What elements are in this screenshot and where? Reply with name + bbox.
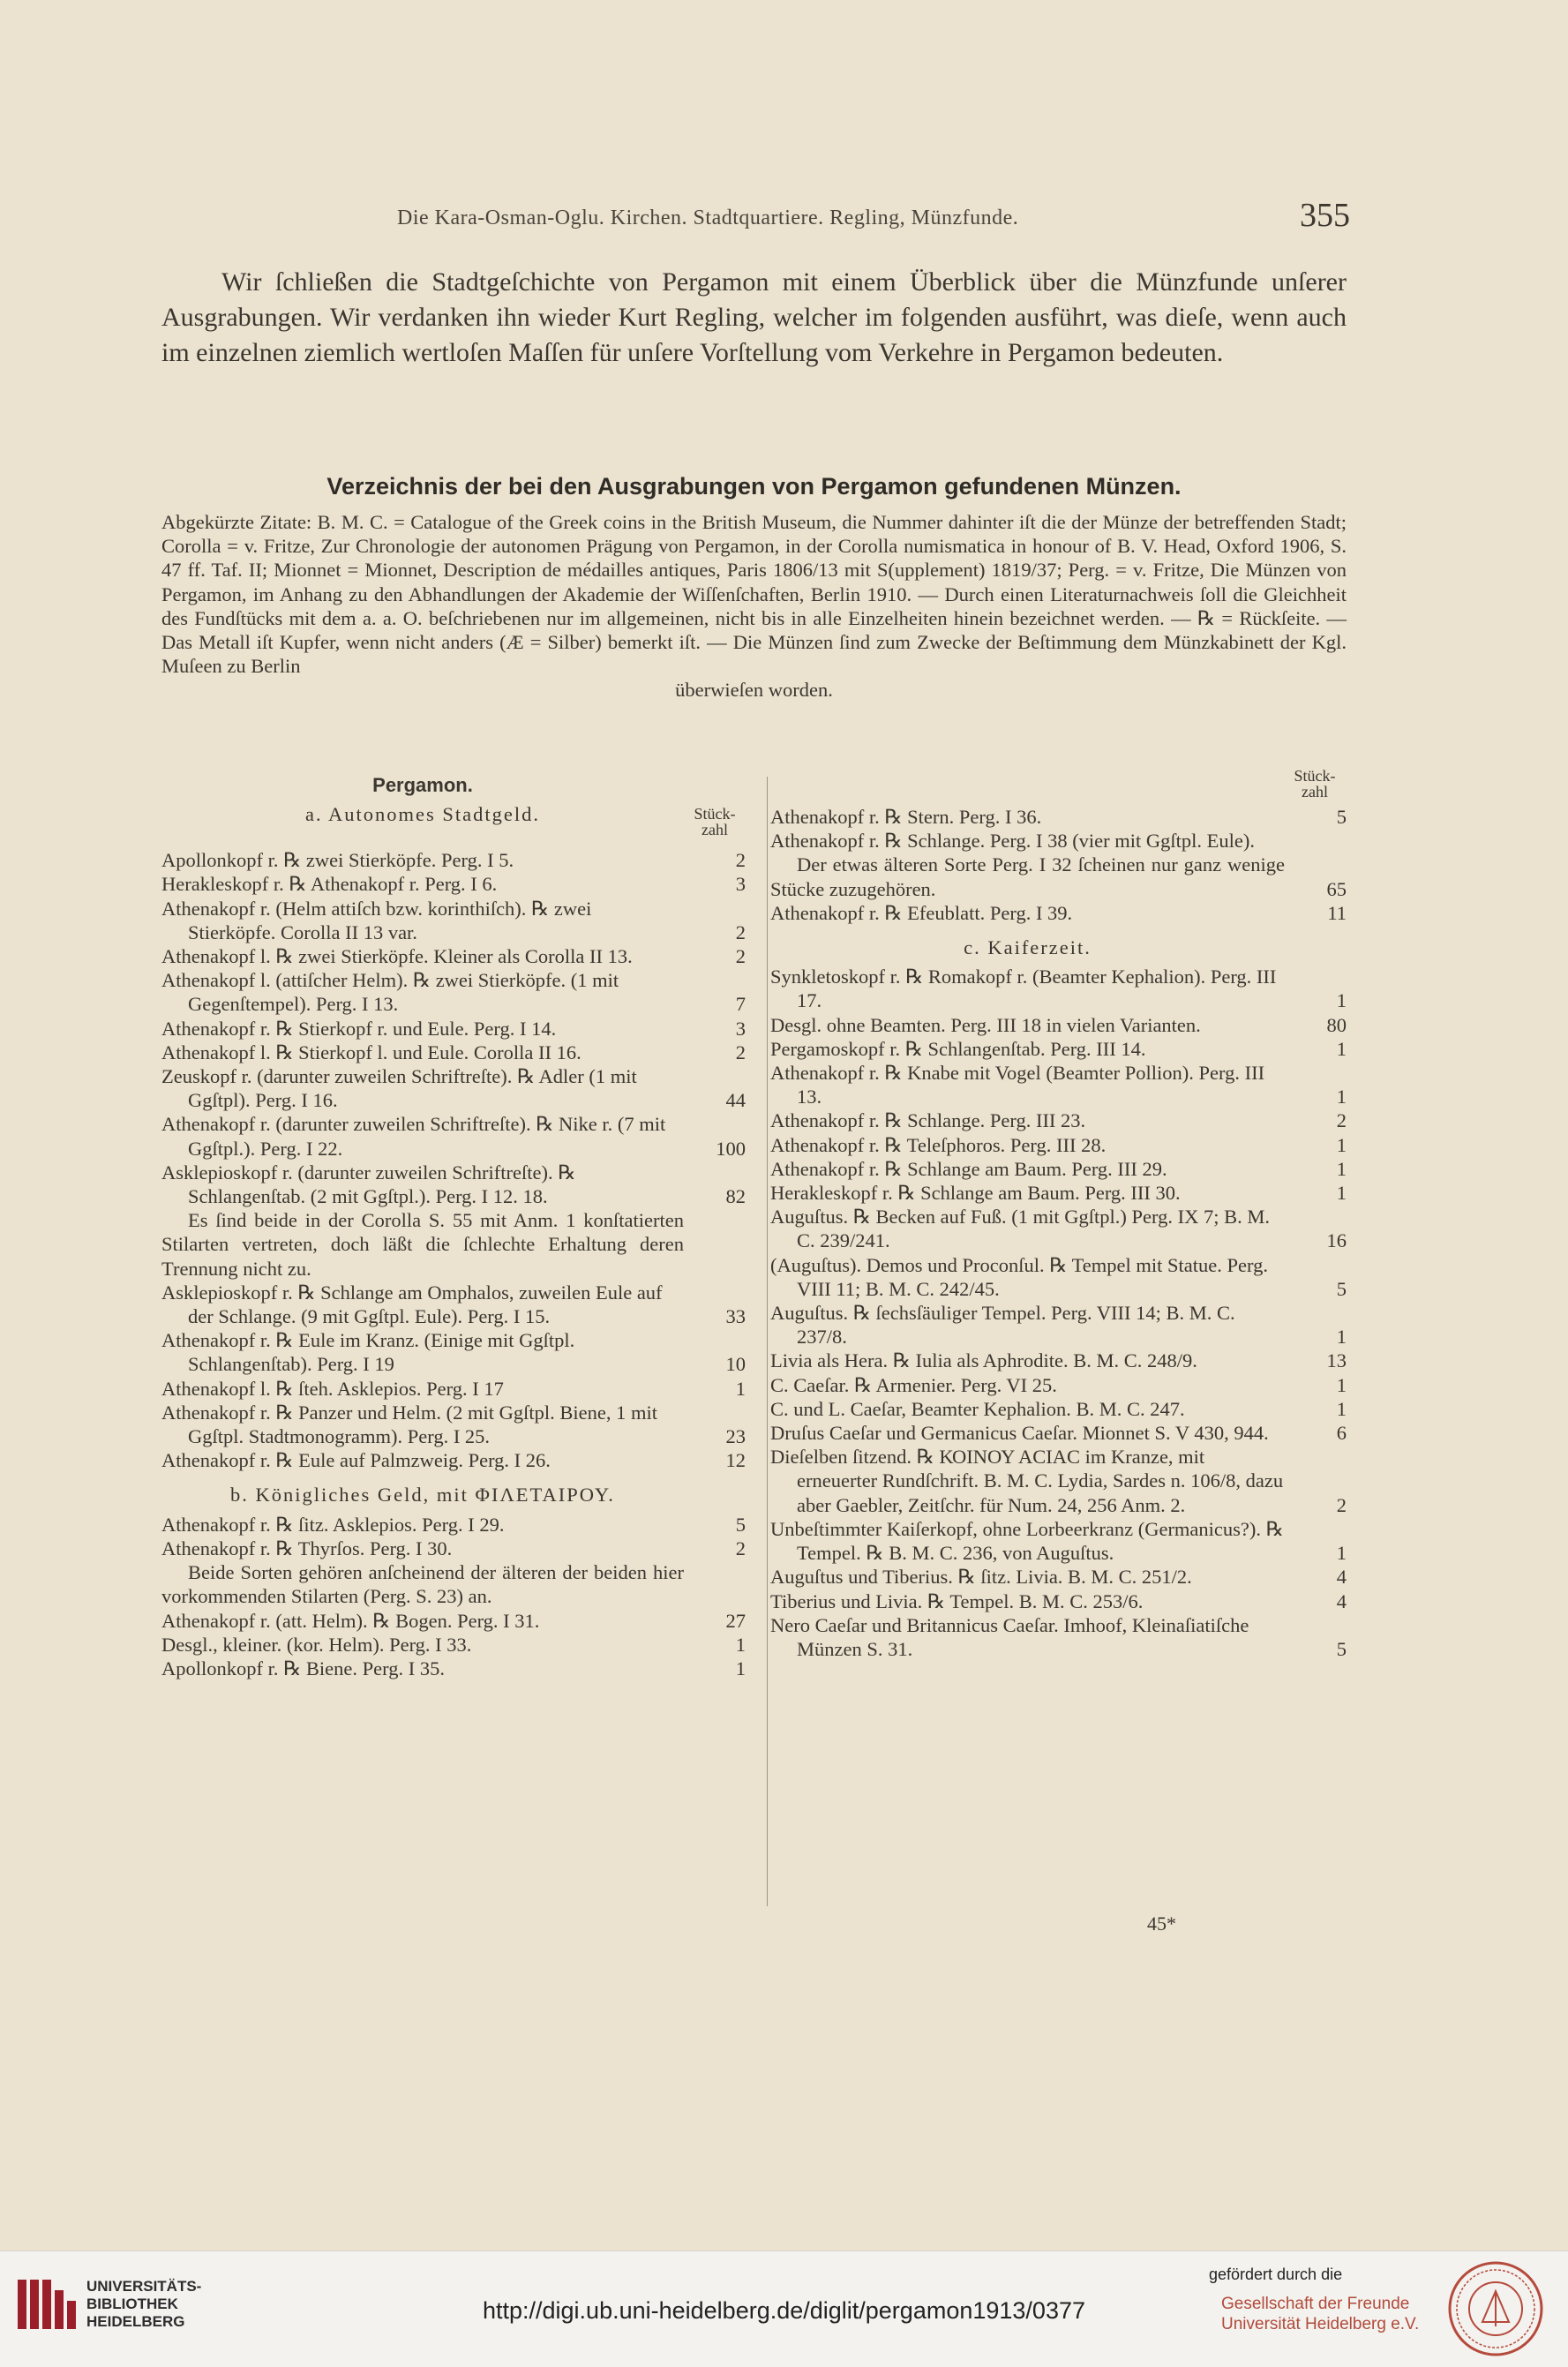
entry-text: Athenakopf r. ℞ Panzer und Helm. (2 mit Ggſtpl. Biene, 1 mit Ggſtpl. Stadtmonogramm). Perg. I 25. bbox=[161, 1401, 657, 1448]
column-divider bbox=[767, 777, 768, 1906]
entry-count: 100 bbox=[716, 1137, 746, 1160]
entry-count: 2 bbox=[735, 849, 746, 872]
entries-autonomous-cont bbox=[161, 1281, 746, 1473]
permalink-url[interactable]: http://digi.ub.uni-heidelberg.de/diglit/pergamon1913/0377 bbox=[482, 2297, 1085, 2324]
entry-count: 33 bbox=[725, 1305, 746, 1328]
entry-count: 12 bbox=[725, 1449, 746, 1472]
entry-count: 1 bbox=[1336, 1373, 1347, 1396]
entries-royal-cont bbox=[161, 1609, 746, 1681]
list-item bbox=[770, 1421, 1347, 1445]
section-b-heading: b. Königliches Geld, mit ΦΙΛΕΤΑΙΡΟΥ. bbox=[230, 1484, 615, 1507]
entry-text: Auguſtus. ℞ Becken auf Fuß. (1 mit Ggſtpl.) Perg. IX 7; B. M. C. 239/241. bbox=[770, 1206, 1270, 1252]
entry-text: Auguſtus und Tiberius. ℞ ſitz. Livia. B. M. C. 251/2. bbox=[770, 1566, 1192, 1589]
entry-text: Athenakopf r. ℞ Schlange. Perg. III 23. bbox=[770, 1109, 1086, 1132]
count-column-header-right bbox=[1284, 768, 1346, 800]
running-title: Die Kara-Osman-Oglu. Kirchen. Stadtquartiere. Regling, Münzfunde. bbox=[397, 207, 1019, 229]
entry-count: 1 bbox=[1336, 1157, 1347, 1180]
entry-count: 7 bbox=[735, 993, 746, 1016]
entry-text: Athenakopf r. ℞ ſitz. Asklepios. Perg. I 29. bbox=[161, 1513, 505, 1536]
entry-count: 2 bbox=[735, 945, 746, 968]
entry-count: 5 bbox=[1336, 1277, 1347, 1300]
entries-right-efeublatt bbox=[770, 901, 1347, 925]
list-item bbox=[770, 1349, 1347, 1372]
list-item bbox=[770, 853, 1347, 900]
list-item bbox=[770, 1108, 1347, 1132]
entry-text: C. Caeſar. ℞ Armenier. Perg. VI 25. bbox=[770, 1373, 1057, 1396]
list-item bbox=[161, 1281, 746, 1328]
entry-text: (Auguſtus). Demos und Proconſul. ℞ Tempel mit Statue. Perg. VIII 11; B. M. C. 242/45. bbox=[770, 1253, 1268, 1300]
entry-count: 5 bbox=[1336, 806, 1347, 828]
entry-count: 16 bbox=[1326, 1229, 1347, 1252]
list-item bbox=[770, 1517, 1347, 1565]
entry-count: 4 bbox=[1336, 1566, 1347, 1589]
list-item bbox=[770, 1205, 1347, 1252]
section-title: Verzeichnis der bei den Ausgrabungen von Pergamon gefundenen Münzen. bbox=[326, 473, 1182, 500]
entry-count: 1 bbox=[1336, 1133, 1347, 1156]
entry-count: 80 bbox=[1326, 1013, 1347, 1036]
running-header bbox=[159, 196, 1350, 249]
list-item bbox=[161, 1657, 746, 1680]
entry-text: Athenakopf r. (Helm attiſch bzw. korinthiſch). ℞ zwei Stierköpfe. Corolla II 13 var. bbox=[161, 897, 592, 943]
entry-text: Unbeſtimmter Kaiſerkopf, ohne Lorbeerkranz (Germanicus?). ℞ Tempel. ℞ B. M. C. 236, von Auguſtus. bbox=[770, 1517, 1284, 1565]
society-name-line-1: Gesellschaft der Freunde bbox=[1221, 2295, 1410, 2313]
list-item bbox=[161, 1041, 746, 1064]
entry-text: Athenakopf r. (darunter zuweilen Schriftreſte). ℞ Nike r. (7 mit Ggſtpl.). Perg. I 22. bbox=[161, 1113, 666, 1160]
list-item bbox=[770, 805, 1347, 829]
entry-text: Druſus Caeſar und Germanicus Caeſar. Mionnet S. V 430, 944. bbox=[770, 1422, 1269, 1445]
entry-count: 5 bbox=[735, 1513, 746, 1536]
entry-text: Athenakopf r. ℞ Knabe mit Vogel (Beamter Pollion). Perg. III 13. bbox=[770, 1062, 1265, 1108]
entry-count: 2 bbox=[735, 920, 746, 943]
entry-count: 4 bbox=[1336, 1589, 1347, 1612]
entry-text: Pergamoskopf r. ℞ Schlangenſtab. Perg. III 14. bbox=[770, 1037, 1146, 1060]
list-item bbox=[161, 1161, 746, 1208]
list-item bbox=[770, 1157, 1347, 1181]
entries-autonomous bbox=[161, 848, 746, 1208]
entry-count: 1 bbox=[1336, 1182, 1347, 1205]
section-a-row bbox=[161, 797, 746, 848]
society-name bbox=[1221, 2294, 1419, 2334]
list-item bbox=[770, 1565, 1347, 1589]
entry-text: Athenakopf r. ℞ Thyrſos. Perg. I 30. bbox=[161, 1537, 453, 1559]
entry-count: 23 bbox=[725, 1425, 746, 1448]
entry-count: 82 bbox=[725, 1185, 746, 1208]
entry-text: Asklepioskopf r. ℞ Schlange am Omphalos, zuweilen Eule auf der Schlange. (9 mit Ggſtpl. Eule). Perg. I 15. bbox=[161, 1281, 663, 1328]
entry-count: 2 bbox=[1336, 1109, 1347, 1132]
library-name-line-3: HEIDELBERG bbox=[86, 2313, 185, 2330]
list-item bbox=[161, 1633, 746, 1657]
list-item bbox=[770, 1589, 1347, 1613]
entry-text: Apollonkopf r. ℞ zwei Stierköpfe. Perg. I 5. bbox=[161, 849, 514, 872]
entry-text: Desgl. ohne Beamten. Perg. III 18 in vielen Varianten. bbox=[770, 1013, 1201, 1036]
signature-mark: 45* bbox=[1147, 1912, 1176, 1935]
entry-text: Athenakopf r. ℞ Teleſphoros. Perg. III 28. bbox=[770, 1133, 1107, 1156]
section-a-heading: a. Autonomes Stadtgeld. bbox=[305, 803, 540, 826]
entry-text: Athenakopf l. ℞ ſteh. Asklepios. Perg. I 17 bbox=[161, 1377, 504, 1400]
intro-paragraph bbox=[161, 265, 1347, 371]
entry-text: Synkletoskopf r. ℞ Romakopf r. (Beamter Kephalion). Perg. III 17. bbox=[770, 966, 1277, 1012]
list-item bbox=[770, 1181, 1347, 1205]
entry-count: 1 bbox=[1336, 1326, 1347, 1349]
list-item bbox=[770, 1061, 1347, 1108]
list-item bbox=[161, 968, 746, 1016]
entry-count: 1 bbox=[1336, 1542, 1347, 1565]
entry-text: Athenakopf r. ℞ Stierkopf r. und Eule. Perg. I 14. bbox=[161, 1017, 557, 1040]
entry-count: 2 bbox=[1336, 1493, 1347, 1516]
entry-text: Athenakopf r. (att. Helm). ℞ Bogen. Perg. I 31. bbox=[161, 1609, 540, 1632]
intro-text: Wir ſchließen die Stadtgeſchichte von Pergamon mit einem Überblick über die Münzfunde unſerer Ausgrabungen. Wir verdanken ihn wieder Kurt Regling, welcher im folgenden ausführt, was dieſe, wenn auch im einzelnen ziemlich wertloſen Maſſen für unſere Vorſtellung vom Verkehre in Pergamon bedeuten. bbox=[161, 267, 1347, 367]
entry-text: Athenakopf r. ℞ Eule auf Palmzweig. Perg. I 26. bbox=[161, 1449, 551, 1472]
entry-text: C. und L. Caeſar, Beamter Kephalion. B. M. C. 247. bbox=[770, 1397, 1185, 1420]
list-item bbox=[770, 1013, 1347, 1037]
entry-count: 2 bbox=[735, 1537, 746, 1559]
abbreviations-text: Abgekürzte Zitate: B. M. C. = Catalogue of the Greek coins in the British Museum, die Nummer dahinter iſt die der Münze der betreffenden Stadt; Corolla = v. Fritze, Zur Chronologie der autonomen Prägung von Pergamon, in der Corolla numismatica in honour of B. V. Head, Oxford 1906, S. 47 ff. Taf. II; Mionnet = Mionnet, Description de médailles antiques, Paris 1806/13 mit S(upplement) 1819/37; Perg. = v. Fritze, Die Münzen von Pergamon, im Anhang zu den Abhandlungen der Akademie der Wiſſenſchaften, Berlin 1910. — Durch einen Literaturnachweis ſoll die Gleichheit des Fundſtücks mit dem a. a. O. beſchriebenen nur im allgemeinen, nicht bis in alle Einzelheiten hinein bezeichnet werden. — ℞ = Rückſeite. — Das Metall iſt Kupfer, wenn nicht anders (Æ = Silber) bemerkt iſt. — Die Münzen ſind zum Zwecke der Beſtimmung dem Münzkabinett der Kgl. Muſeen zu Berlin bbox=[161, 511, 1347, 678]
entry-count: 11 bbox=[1327, 901, 1347, 924]
list-item bbox=[770, 1373, 1347, 1397]
list-item bbox=[161, 1609, 746, 1633]
entry-count: 1 bbox=[1336, 989, 1347, 1012]
list-item bbox=[161, 944, 746, 968]
list-item bbox=[770, 1037, 1347, 1061]
entry-text: Dieſelben ſitzend. ℞ ΚΟΙΝΟΥ ΑCΙΑC im Kranze, mit erneuerter Rundſchrift. B. M. C. Lydia, Sardes n. 106/8, dazu aber Gaebler, Zeitſchr. für Num. 24, 256 Anm. 2. bbox=[770, 1446, 1284, 1516]
entry-text: Athenakopf r. ℞ Schlange am Baum. Perg. III 29. bbox=[770, 1157, 1167, 1180]
entry-count: 27 bbox=[725, 1609, 746, 1632]
entry-text: Herakleskopf r. ℞ Schlange am Baum. Perg. III 30. bbox=[770, 1182, 1181, 1205]
list-item bbox=[770, 1133, 1347, 1157]
count-column-header-left bbox=[684, 806, 746, 838]
entry-count: 1 bbox=[1336, 1037, 1347, 1060]
entry-text: Herakleskopf r. ℞ Athenakopf r. Perg. I 6. bbox=[161, 873, 498, 896]
entry-count: 1 bbox=[1336, 1397, 1347, 1420]
count-label-top: Stück- bbox=[694, 805, 736, 823]
university-seal-icon bbox=[1447, 2260, 1544, 2357]
entry-count: 2 bbox=[735, 1041, 746, 1063]
list-item bbox=[161, 872, 746, 896]
entry-count: 13 bbox=[1326, 1349, 1347, 1372]
list-item bbox=[161, 897, 746, 944]
left-heading: Pergamon. bbox=[372, 774, 473, 796]
list-item bbox=[161, 1112, 746, 1160]
note-stilarten: Es ſind beide in der Corolla S. 55 mit Anm. 1 konſtatierten Stilarten vertreten, doch läßt die ſchlechte Erhaltung deren Trennung nicht zu. bbox=[161, 1209, 684, 1280]
entry-count: 1 bbox=[735, 1633, 746, 1656]
entries-royal bbox=[161, 1513, 746, 1560]
left-column bbox=[161, 773, 746, 1680]
list-item bbox=[770, 1253, 1347, 1301]
entry-text: Athenakopf l. ℞ Stierkopf l. und Eule. Corolla II 16. bbox=[161, 1041, 581, 1063]
entries-imperial bbox=[770, 965, 1347, 1661]
footer-bar bbox=[0, 2251, 1568, 2367]
list-item bbox=[161, 1017, 746, 1041]
entry-count: 44 bbox=[725, 1089, 746, 1112]
list-item bbox=[161, 1448, 746, 1472]
entry-text: Zeuskopf r. (darunter zuweilen Schriftreſte). ℞ Adler (1 mit Ggſtpl). Perg. I 16. bbox=[161, 1065, 637, 1112]
abbreviations-paragraph bbox=[161, 510, 1347, 703]
entry-text: Asklepioskopf r. (darunter zuweilen Schriftreſte). ℞ Schlangenſtab. (2 mit Ggſtpl.). Perg. I 12. 18. bbox=[161, 1161, 576, 1208]
list-item bbox=[770, 1445, 1347, 1517]
entry-count: 3 bbox=[735, 1017, 746, 1040]
entry-text: Athenakopf r. ℞ Stern. Perg. I 36. bbox=[770, 806, 1042, 828]
entry-count: 1 bbox=[735, 1377, 746, 1400]
list-item bbox=[770, 829, 1347, 853]
list-item bbox=[161, 1377, 746, 1401]
entry-text: Athenakopf l. (attiſcher Helm). ℞ zwei Stierköpfe. (1 mit Gegenſtempel). Perg. I 13. bbox=[161, 969, 619, 1016]
list-item bbox=[161, 1401, 746, 1448]
list-item bbox=[161, 848, 746, 872]
funded-by-label: gefördert durch die bbox=[1209, 2266, 1343, 2283]
list-item bbox=[161, 1328, 746, 1376]
entry-text: Apollonkopf r. ℞ Biene. Perg. I 35. bbox=[161, 1657, 445, 1679]
entry-count: 6 bbox=[1336, 1422, 1347, 1445]
list-item bbox=[770, 901, 1347, 925]
entry-text: Desgl., kleiner. (kor. Helm). Perg. I 33. bbox=[161, 1633, 472, 1656]
list-item bbox=[770, 1301, 1347, 1349]
list-item bbox=[161, 1064, 746, 1112]
right-column bbox=[770, 805, 1347, 1661]
list-item bbox=[770, 1397, 1347, 1421]
entry-count: 3 bbox=[735, 873, 746, 896]
abbreviations-last-line: überwieſen worden. bbox=[675, 679, 833, 702]
entry-text: Athenakopf l. ℞ zwei Stierköpfe. Kleiner als Corolla II 13. bbox=[161, 945, 633, 968]
note-aeltere-sorte: Der etwas älteren Sorte Perg. I 32 ſcheinen nur ganz wenige Stücke zuzugehören. bbox=[770, 853, 1285, 900]
page-number: 355 bbox=[1300, 197, 1350, 234]
entry-text: Athenakopf r. ℞ Efeublatt. Perg. I 39. bbox=[770, 901, 1073, 924]
library-name-line-1: UNIVERSITÄTS- bbox=[86, 2278, 202, 2295]
note-sorten: Beide Sorten gehören anſcheinend der älteren der beiden hier vorkommenden Stilarten (Perg. S. 23) an. bbox=[161, 1561, 684, 1608]
society-name-line-2: Universität Heidelberg e.V. bbox=[1221, 2315, 1420, 2333]
count-label-bottom: zahl bbox=[701, 821, 728, 839]
library-name-line-2: BIBLIOTHEK bbox=[86, 2296, 178, 2312]
list-item bbox=[161, 1537, 746, 1560]
entry-text: Athenakopf r. ℞ Schlange. Perg. I 38 (vier mit Ggſtpl. Eule). bbox=[770, 830, 1256, 853]
section-c-heading: c. Kaiferzeit. bbox=[964, 936, 1092, 959]
count-label-bottom: zahl bbox=[1302, 783, 1328, 800]
list-item bbox=[770, 1613, 1347, 1661]
entry-count: 1 bbox=[1336, 1086, 1347, 1108]
list-item bbox=[770, 965, 1347, 1012]
entry-text: Athenakopf r. ℞ Eule im Kranz. (Einige mit Ggſtpl. Schlangenſtab). Perg. I 19 bbox=[161, 1329, 575, 1376]
list-item bbox=[161, 1513, 746, 1537]
entry-count: 65 bbox=[1326, 877, 1347, 900]
entry-text: Livia als Hera. ℞ Iulia als Aphrodite. B. M. C. 248/9. bbox=[770, 1349, 1197, 1372]
entry-count: 1 bbox=[735, 1657, 746, 1679]
entries-right-top bbox=[770, 805, 1347, 853]
entry-count: 5 bbox=[1336, 1637, 1347, 1660]
entry-text: Tiberius und Livia. ℞ Tempel. B. M. C. 253/6. bbox=[770, 1589, 1144, 1612]
entry-count: 10 bbox=[725, 1353, 746, 1376]
entry-text: Nero Caeſar und Britannicus Caeſar. Imhoof, Kleinaſiatiſche Münzen S. 31. bbox=[770, 1613, 1249, 1660]
count-label-top: Stück- bbox=[1294, 767, 1336, 785]
entry-text: Auguſtus. ℞ ſechsſäuliger Tempel. Perg. VIII 14; B. M. C. 237/8. bbox=[770, 1302, 1235, 1349]
